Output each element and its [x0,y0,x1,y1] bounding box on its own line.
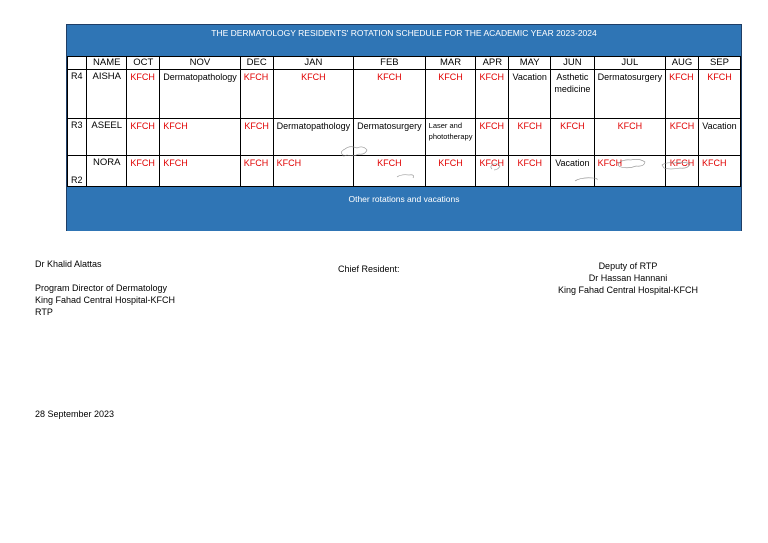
column-header: SEP [698,57,740,70]
column-header: JUN [551,57,594,70]
rotation-cell: Dermatosurgery [354,119,426,156]
resident-name: AISHA [87,70,127,119]
rotation-cell: KFCH [509,156,551,187]
rotation-cell: KFCH [160,156,241,187]
resident-level: R4 [68,70,87,119]
director-title: Program Director of Dermatology [35,283,168,293]
rotation-cell: Dermatopathology [160,70,241,119]
rotation-cell: KFCH [127,119,160,156]
director-role: RTP [35,307,53,317]
deputy-title: Deputy of RTP [598,261,658,271]
rotation-cell: Dermatosurgery [594,70,666,119]
rotation-cell: KFCH [127,156,160,187]
header-row [68,57,741,70]
rotation-cell: KFCH [476,156,509,187]
table-row [68,70,741,119]
rotation-cell: KFCH [476,70,509,119]
rotation-cell: KFCH [698,156,740,187]
director-name: Dr Khalid Alattas [35,259,102,269]
column-header: APR [476,57,509,70]
rotation-cell: KFCH [240,70,273,119]
rotation-cell: KFCH [240,156,273,187]
rotation-cell: Vacation [509,70,551,119]
column-header: JAN [273,57,354,70]
rotation-cell: KFCH [476,119,509,156]
chief-resident-signature [338,263,400,275]
rotation-cell: KFCH [160,119,241,156]
rotation-cell: KFCH [666,119,699,156]
column-header: DEC [240,57,273,70]
column-header: JUL [594,57,666,70]
rotation-cell: Asthetic medicine [551,70,594,119]
rotation-table [67,56,741,187]
deputy-signature [548,260,708,296]
column-header: OCT [127,57,160,70]
column-header: NAME [87,57,127,70]
resident-name: NORA [87,156,127,187]
deputy-name: Dr Hassan Hannani [588,273,668,283]
rotation-cell: Vacation [698,119,740,156]
rotation-schedule-sheet [66,24,742,231]
rotation-cell: Vacation [551,156,594,187]
table-row [68,156,741,187]
rotation-cell: KFCH [594,119,666,156]
column-header: MAR [425,57,476,70]
rotation-cell: KFCH [698,70,740,119]
resident-level: R2 [68,156,87,187]
level-header [68,57,87,70]
column-header: NOV [160,57,241,70]
rotation-cell: KFCH [666,70,699,119]
rotation-cell: KFCH [354,70,426,119]
rotation-cell: KFCH [509,119,551,156]
deputy-hospital: King Fahad Central Hospital-KFCH [557,285,699,295]
table-row [68,119,741,156]
rotation-cell: KFCH [666,156,699,187]
rotation-cell: KFCH [594,156,666,187]
column-header: AUG [666,57,699,70]
rotation-cell: Laser and phototherapy [425,119,476,156]
rotation-cell: KFCH [354,156,426,187]
rotation-cell: KFCH [273,70,354,119]
program-director-signature [35,258,175,318]
column-header: FEB [354,57,426,70]
rotation-cell: KFCH [425,70,476,119]
chief-resident-label: Chief Resident: [338,264,400,274]
schedule-footer-note [67,187,741,231]
director-hospital: King Fahad Central Hospital-KFCH [35,295,176,305]
footer-note-text: Other rotations and vacations [348,194,460,204]
rotation-cell: KFCH [551,119,594,156]
rotation-cell: KFCH [425,156,476,187]
rotation-cell: KFCH [240,119,273,156]
schedule-title: THE DERMATOLOGY RESIDENTS' ROTATION SCHEDULE FOR THE ACADEMIC YEAR 2023-2024 [67,25,741,56]
rotation-cell: KFCH [127,70,160,119]
document-date: 28 September 2023 [35,409,115,419]
resident-level: R3 [68,119,87,156]
resident-name: ASEEL [87,119,127,156]
column-header: MAY [509,57,551,70]
rotation-cell: Dermatopathology [273,119,354,156]
rotation-cell: KFCH [273,156,354,187]
